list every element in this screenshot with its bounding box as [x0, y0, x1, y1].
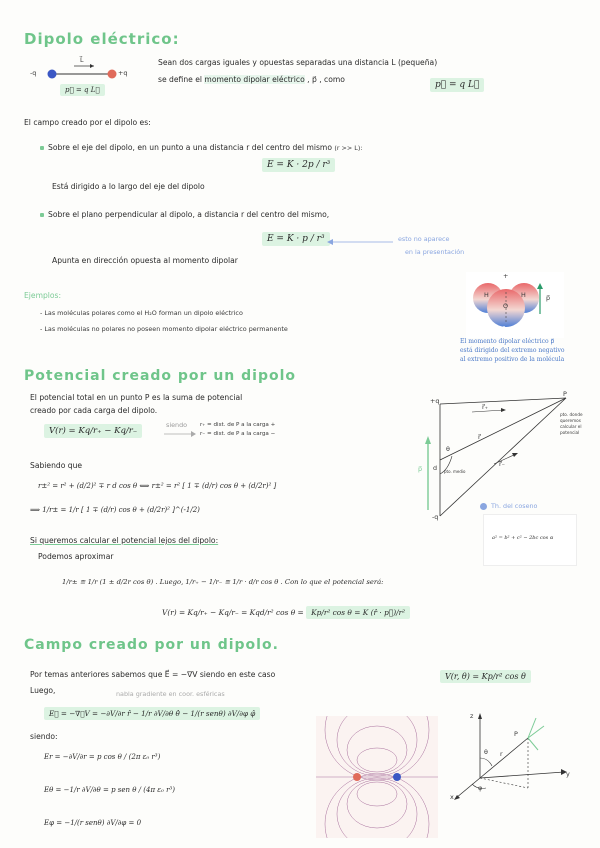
eq-inverse-r: ⟹ 1/r± = 1/r [ 1 ∓ (d/r) cos θ + (d/2r)² ]^(-1/2)	[30, 506, 200, 514]
diag-r-minus: r⃗₋	[499, 460, 506, 468]
grad-note: nabla gradiente en coor. esféricas	[116, 690, 225, 698]
calc-lejos: Si queremos calcular el potencial lejos del dipolo:	[30, 536, 219, 545]
campo-intro: Por temas anteriores sabemos que E⃗ = −∇V siendo en este caso	[30, 670, 276, 679]
L-label: L⃗	[80, 56, 84, 64]
charge-minus-label: -q	[30, 69, 37, 77]
diag-r: r⃗	[478, 433, 481, 441]
side-arrow	[325, 236, 395, 248]
info-icon	[480, 503, 487, 510]
formula-plano: E = K · p / r³	[262, 232, 330, 246]
section-title-potencial: Potencial creado por un dipolo	[24, 368, 297, 384]
Etheta-formula: Eθ = −1/r ∂V/∂θ = p sen θ / (4π ε₀ r³)	[44, 786, 175, 794]
diag-p: p⃗	[418, 465, 423, 473]
axis-y: y	[566, 770, 570, 778]
teo-coseno-formula: a² = b² + c² − 2bc cos α	[492, 535, 554, 541]
mol-plus: +	[503, 272, 509, 280]
side-note-1: esto no aparece	[398, 235, 450, 243]
molecule-caption: El momento dipolar eléctrico p⃗ está dirigido del extremo negativo al extremo positivo de la molécula	[460, 338, 565, 363]
eq-potencial-final: V(r) = Kq/r₊ − Kq/r₋ = Kqd/r² cos θ = Kp/r² cos θ = K (r̂ · p⃗)/r²	[162, 608, 410, 617]
siendo-campo: siendo:	[30, 732, 58, 741]
siendo-label: siendo	[166, 421, 188, 429]
axis-x: x	[450, 793, 454, 801]
teo-coseno-card	[483, 514, 577, 566]
ejemplo-2: - Las moléculas no polares no poseen momento dipolar eléctrico permanente	[40, 325, 288, 333]
campo-title: El campo creado por el dipolo es:	[24, 118, 151, 127]
mol-O: O	[503, 302, 509, 310]
potencial-line1: El potencial total en un punto P es la suma de potencial	[30, 393, 243, 402]
potencial-formula-box: V(r) = Kq/r₊ − Kq/r₋	[44, 424, 142, 438]
diag-q-minus: -q	[432, 513, 439, 521]
bullet-plano: Sobre el plano perpendicular al dipolo, a distancia r del centro del mismo,	[40, 209, 329, 221]
field-positive-charge-icon	[353, 773, 361, 781]
axis-r: r	[500, 750, 503, 758]
diag-theta: θ	[446, 445, 450, 453]
ejemplo-1: - Las moléculas polares como el H₂O forman un dipolo eléctrico	[40, 309, 243, 317]
formula-eje: E = K · 2p / r³	[262, 158, 335, 172]
p-formula-box: p⃗ = q L⃗	[430, 78, 484, 92]
charge-plus-label: +q	[118, 69, 128, 77]
negative-charge-icon	[48, 70, 57, 79]
bullet-icon	[40, 146, 44, 150]
Ephi-formula: Eφ = −1/(r senθ) ∂V/∂φ = 0	[44, 819, 142, 827]
note-plano: Apunta en dirección opuesta al momento dipolar	[52, 256, 238, 265]
axis-z: z	[470, 712, 474, 720]
Er-formula: Er = −∂V/∂r = p cos θ / (2π ε₀ r³)	[44, 753, 161, 761]
positive-charge-icon	[108, 70, 117, 79]
potencial-final-box: Kp/r² cos θ = K (r̂ · p⃗)/r²	[306, 606, 410, 619]
diag-d: d	[433, 464, 438, 472]
axis-phi: φ	[478, 784, 483, 792]
field-negative-charge-icon	[393, 773, 401, 781]
dipole-sketch	[30, 58, 135, 103]
teo-coseno-label: Th. del coseno	[480, 502, 537, 510]
eq-aprox: 1/r± ≅ 1/r (1 ± d/2r cos θ) . Luego, 1/r₊ − 1/r₋ ≅ 1/r · d/r cos θ . Con lo que el potencial será:	[62, 578, 384, 586]
mol-p: p⃗	[546, 294, 551, 302]
mol-minus: -	[503, 322, 506, 330]
mol-H2: H	[521, 291, 526, 299]
aprox-label: Podemos aproximar	[38, 552, 114, 561]
section-title-dipolo: Dipolo eléctrico:	[24, 30, 180, 48]
potencial-line2: creado por cada carga del dipolo.	[30, 406, 158, 415]
def-r-plus: r₊ = dist. de P a la carga +	[200, 422, 276, 428]
spherical-coords-sketch	[448, 708, 573, 808]
note-eje: Está dirigido a lo largo del eje del dipolo	[52, 182, 205, 191]
intro-line2: se define el momento dipolar eléctrico , p⃗ , como	[158, 75, 345, 84]
diag-note: pto. donde queremos calcular el potencial	[560, 412, 583, 435]
section-title-campo: Campo creado por un dipolo.	[24, 637, 279, 653]
bullet-eje: Sobre el eje del dipolo, en un punto a una distancia r del centro del mismo (r >> L):	[40, 142, 363, 154]
diag-centro: pto. medio	[444, 469, 466, 474]
field-lines-image	[316, 716, 438, 838]
diag-r-plus: r⃗₊	[482, 403, 489, 411]
V-box: V(r, θ) = Kp/r² cos θ	[440, 670, 531, 683]
eq-cos-theorem: r±² = r² + (d/2)² ∓ r d cos θ ⟺ r±² = r² [ 1 ∓ (d/r) cos θ + (d/2r)² ]	[38, 482, 277, 490]
diag-P: P	[563, 390, 567, 398]
p-small-box: p⃗ = q L⃗	[60, 84, 105, 96]
axis-P: P	[514, 730, 518, 738]
momento-dipolar-highlight: momento dipolar eléctrico	[204, 75, 305, 84]
grad-formula-box: E⃗ = −∇⃗V = −∂V/∂r r̂ − 1/r ∂V/∂θ θ̂ − 1/(r senθ) ∂V/∂φ φ̂	[44, 707, 260, 720]
sabiendo-label: Sabiendo que	[30, 461, 83, 470]
diag-q-plus: +q	[430, 397, 440, 405]
side-note-2: en la presentación	[405, 248, 465, 256]
intro-line1: Sean dos cargas iguales y opuestas separadas una distancia L (pequeña)	[158, 58, 438, 67]
axis-theta: θ	[484, 748, 488, 756]
mol-H1: H	[484, 291, 489, 299]
luego-label: Luego,	[30, 686, 56, 695]
water-molecule-image	[466, 272, 564, 338]
ejemplos-title: Ejemplos:	[24, 291, 62, 300]
def-r-minus: r₋ = dist. de P a la carga −	[200, 431, 276, 437]
bullet-icon	[40, 213, 44, 217]
